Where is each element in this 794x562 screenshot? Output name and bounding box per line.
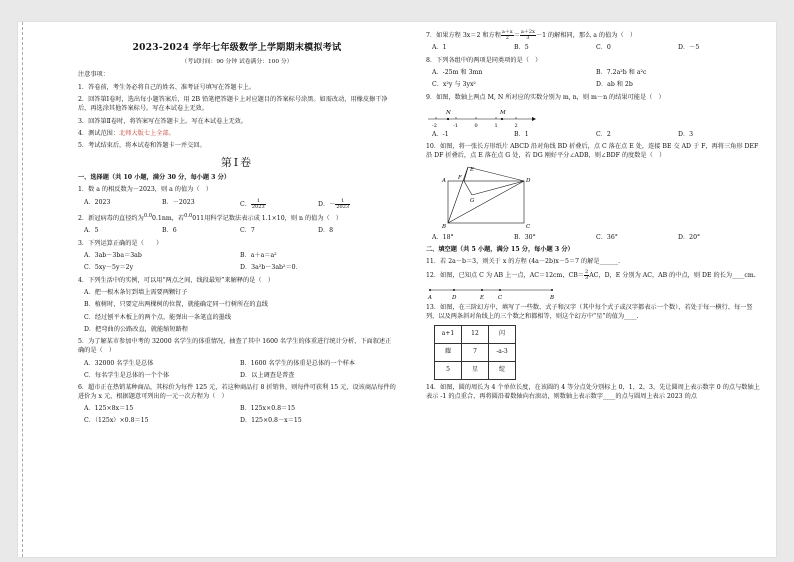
q3-option-b: B．a＋a＝a² [240, 252, 277, 260]
q3-stem: 3．下列运算正确的是（ ） [78, 239, 163, 247]
right-column [426, 30, 760, 405]
q2-option-a: A．5 [84, 227, 99, 235]
q10-options [426, 234, 760, 243]
q3-option-a: A．3ab－3ba＝3ab [84, 252, 142, 260]
q10-label-c: C [526, 223, 531, 230]
q3-options [78, 252, 396, 273]
q9-label-m: M [500, 109, 506, 116]
q12-label-c: C [498, 294, 503, 301]
q12-label-b: B [550, 294, 555, 301]
binding-line [22, 22, 23, 557]
q8-options [426, 69, 760, 90]
section1-heading: 一、选择题（共 10 小题，满分 30 分，每小题 3 分） [78, 174, 231, 182]
q4-stem: 4．下列生活中的实例，可以用“两点之间，线段最短”来解释的是（ ） [78, 276, 274, 284]
q6-option-a: A．125×8x＝15 [84, 405, 134, 413]
q1-options [78, 199, 396, 210]
left-column [78, 42, 396, 430]
q1-stem: 1．数 a 的相反数为－2023，则 a 的值为（ ） [78, 186, 212, 194]
q5-options [78, 360, 396, 381]
q2-option-c: C．7 [240, 227, 255, 235]
exam-sheet [18, 22, 776, 557]
q1-option-d: D．－ $\frac{1}{2023}$ [318, 197, 350, 210]
q8-option-c: C．x²y 与 3yx² [432, 81, 476, 89]
q4-option-c: C．经过刨平木板上的两个点，能弹出一条笔直的墨线 [84, 313, 232, 321]
q6-stem: 6．超市正在热销某种商品，其标价为每件 125 元，若这种商品打 8 折销售，则每件可获利 15 元，设该商品每件的进价为 x 元，根据题意可列出的一元一次方程为（ ） [78, 384, 396, 401]
q10-label-e: E [470, 166, 475, 173]
magic-square [434, 325, 516, 380]
q9-options [426, 131, 760, 140]
q7-stem: 7．如果方程 3x＝2 和方程 $\frac{a+x}{2}$ ＝ $\frac{a+2x}{3}$ －1 的解相同，那么 a 的值为（ ） [426, 29, 637, 41]
q5-option-a: A．32000 名学生是总体 [84, 359, 154, 367]
q9-option-d: D．3 [678, 130, 694, 138]
q7-options [426, 44, 760, 53]
q9-number-line [426, 106, 536, 128]
q1-option-b: B．－2023 [162, 198, 195, 206]
scope-value: 北师大版七上全部。 [119, 129, 175, 137]
q10-label-b: B [442, 223, 447, 230]
q7-option-a: A．1 [432, 44, 447, 52]
q6-option-c: C．（125x）×0.8＝15 [84, 417, 149, 425]
q10-option-d: D．20° [678, 233, 701, 241]
q12-label-a: A [428, 294, 432, 301]
note-5: 5．考试结束后，将本试卷和答题卡一并交回。 [78, 142, 206, 150]
q9-label-n: N [446, 109, 451, 116]
q12-label-d: D [452, 294, 457, 301]
q10-option-b: B．30° [514, 233, 536, 241]
q10-fold-figure [426, 165, 546, 231]
magic-cell: 绽 [489, 362, 516, 380]
magic-cell: 星 [462, 362, 489, 380]
magic-cell: -a-3 [489, 344, 516, 362]
q4-option-a: A．把一根木条钉到墙上需要两颗钉子 [84, 288, 188, 296]
q10-label-f: F [458, 174, 462, 181]
q8-option-d: D．ab 和 2b [596, 81, 633, 89]
q1-option-a: A．2023 [84, 198, 111, 206]
q11-stem: 11．若 2a－b＝3，则关于 x 的方程 (4a－2b)x－5＝7 的解是______. [426, 257, 621, 265]
q12-stem: 12．如图，已知点 C 为 AB 上一点，AC＝12cm，CB＝ $\frac{2}{3}$ AC，D，E 分别为 AC，AB 的中点，则 DE 的长为____cm. [426, 269, 756, 282]
q5-option-b: B．1600 名学生的体重是总体的一个样本 [240, 359, 356, 367]
q10-label-a: A [442, 177, 446, 184]
q3-option-d: D．3a²b－3ab²＝0． [240, 264, 302, 272]
magic-cell: 7 [462, 344, 489, 362]
magic-cell: a+1 [435, 326, 462, 344]
q13-stem: 13．如图，在三阶幻方中，填写了一些数、式子和汉字（其中每个式子或汉字都表示一个数），若处于每一横行、每一竖列，以及两条斜对角线上的三个数之和都相等，则这个幻方中“星”的值为____. [426, 303, 753, 320]
q7-option-b: B．5 [514, 44, 529, 52]
q9-option-b: B．1 [514, 130, 529, 138]
note-2: 2．回答第Ⅰ卷时，选出每小题答案后，用 2B 铅笔把答题卡上对应题目的答案标号涂黑。如需改动，用橡皮擦干净后，再选涂其他答案标号。写在本试卷上无效。 [78, 96, 388, 113]
q8-option-a: A．-25m 和 3mn [432, 69, 483, 77]
magic-cell: 12 [462, 326, 489, 344]
q2-stem: 2．新冠病毒的直径约为$^{0.0}$0.1nm，若$^{0.0}$011用科学记数法表示成 1.1×10，则 n 的值为（ ） [78, 212, 343, 223]
q1-option-c: C． $\frac{1}{2023}$ [240, 197, 265, 210]
notes-heading: 注意事项： [78, 71, 109, 79]
q9-stem: 9．如图，数轴上两点 M, N 所对应的实数分别为 m, n，则 m－n 的结果可能是（ ） [426, 93, 665, 101]
q12-label-e: E [480, 294, 485, 301]
q10-stem: 10．如图，将一张长方形纸片 ABCD 沿对角线 BD 折叠后，点 C 落在点 E 处，连接 BE 交 AD 于 F，再将三角形 DEF 沿 DF 折叠后，点 E 落在点 G 处，若 DG 刚好平分∠ADB，则∠BDF 的度数是（ ） [426, 143, 759, 160]
note-1: 1．答卷前，考生务必将自己的姓名、准考证号填写在答题卡上。 [78, 83, 256, 91]
magic-cell: 5 [435, 362, 462, 380]
q7-option-c: C．0 [596, 44, 611, 52]
q9-tick-1: 1 [494, 122, 498, 128]
q2-option-d: D．8 [318, 227, 334, 235]
q9-tick-2: 2 [514, 122, 518, 128]
q8-option-b: B．7.2a²b 和 a²c [596, 69, 647, 77]
section2-heading: 二、填空题（共 5 小题，满分 15 分，每小题 3 分） [426, 245, 574, 253]
q10-option-c: C．36° [596, 233, 618, 241]
q4-options [78, 289, 396, 335]
q12-segment-figure [426, 285, 556, 301]
q5-option-c: C．每名学生是总体的一个个体 [84, 371, 170, 379]
q4-option-d: D．把弯曲的公路改直，就能缩短路程 [84, 326, 188, 334]
q8-stem: 8．下列各组中的两项是同类项的是（ ） [426, 56, 542, 64]
q2-option-b: B．6 [162, 227, 177, 235]
q10-option-a: A．18° [432, 233, 454, 241]
q3-option-c: C．5xy－5y＝2y [84, 264, 134, 272]
q6-options [78, 405, 396, 426]
q5-option-d: D．以上调查是普查 [240, 371, 295, 379]
q10-label-d: D [526, 177, 531, 184]
scope-prefix: 4．测试范围： [78, 129, 120, 137]
exam-title: 2023-2024 学年七年级数学上学期期末模拟考试 [132, 43, 342, 53]
q4-option-b: B．植树时，只要定出两棵树的位置，就能确定同一行树所在的直线 [84, 301, 268, 309]
q9-option-c: C．2 [596, 130, 611, 138]
note-4 [78, 130, 396, 139]
magic-cell: 耀 [435, 344, 462, 362]
q14-stem: 14．如图，圆的周长为 4 个单位长度，在该圆的 4 等分点处分别标上 0，1，2，3，先让圆周上表示数字 0 的点与数轴上表示 -1 的点重合，再将圆沿着数轴向右滚动，则数轴上表示数字____的点与圆周上表示 2023 的点 [426, 384, 760, 401]
q6-option-b: B．125x×0.8＝15 [240, 405, 296, 413]
q10-label-g: G [470, 197, 475, 204]
q2-options [78, 227, 396, 236]
q9-tick-neg1: -1 [453, 122, 458, 128]
q9-tick-0: 0 [474, 122, 478, 128]
q6-option-d: D．125×0.8－x＝15 [240, 417, 302, 425]
q5-stem: 5．为了解某市参加中考的 32000 名学生的体重情况，抽查了其中 1600 名学生的体重进行统计分析，下面叙述正确的是（ ） [78, 338, 392, 355]
part-title: 第Ⅰ卷 [220, 156, 254, 170]
q7-option-d: D．－5 [678, 44, 700, 52]
note-3: 3．回答第Ⅱ卷时，将答案写在答题卡上。写在本试卷上无效。 [78, 117, 248, 125]
magic-cell: 闪 [489, 326, 516, 344]
q9-tick-neg2: -2 [432, 122, 437, 128]
q9-option-a: A．-1 [432, 130, 449, 138]
exam-subtitle: （考试时间：90 分钟 试卷满分：100 分） [181, 59, 293, 66]
